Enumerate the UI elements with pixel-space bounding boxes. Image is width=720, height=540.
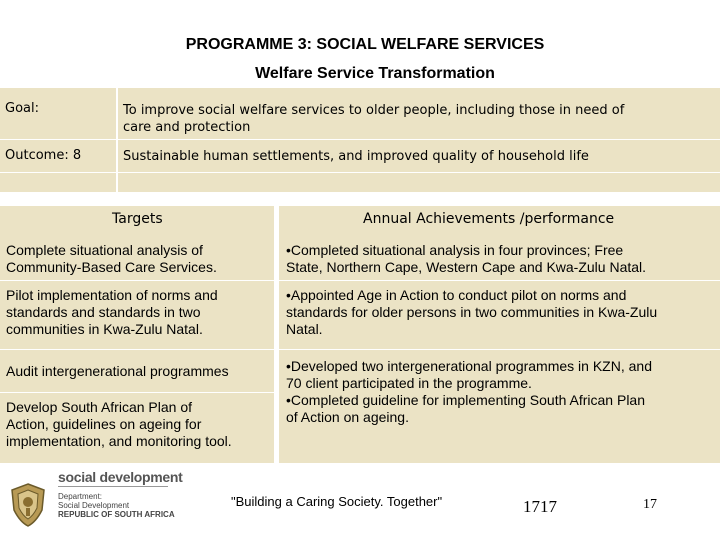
achievement-line: Natal. <box>286 321 323 337</box>
target-text <box>6 242 217 276</box>
coat-of-arms-icon <box>6 480 50 530</box>
goal-text-line: care and protection <box>123 120 251 135</box>
target-line: Pilot implementation of norms and <box>6 287 218 303</box>
achievement-line: •Developed two intergenerational programmes in KZN, and <box>286 358 652 374</box>
goal-text <box>123 102 624 136</box>
target-line: Community-Based Care Services. <box>6 259 217 275</box>
achievement-text <box>286 287 657 338</box>
targets-header: Targets <box>112 211 163 227</box>
achievement-line: 70 client participated in the programme. <box>286 375 532 391</box>
achievement-line: •Completed guideline for implementing South African Plan <box>286 392 645 408</box>
goal-label: Goal: <box>5 101 39 116</box>
outcome-label: Outcome: 8 <box>5 148 82 163</box>
target-line: communities in Kwa-Zulu Natal. <box>6 321 203 337</box>
page-subtitle: Welfare Service Transformation <box>255 65 495 82</box>
target-line: Develop South African Plan of <box>6 399 193 415</box>
target-text <box>6 399 232 450</box>
achievement-line: of Action on ageing. <box>286 409 409 425</box>
achievements-header: Annual Achievements /performance <box>363 211 615 227</box>
target-text <box>6 363 229 380</box>
target-line: Action, guidelines on ageing for <box>6 416 202 432</box>
goal-divider <box>0 139 720 140</box>
logo-dept-name: Social Development <box>58 501 130 510</box>
logo-dept: Department: <box>58 492 103 501</box>
programme-title: PROGRAMME 3: SOCIAL WELFARE SERVICES <box>185 36 545 53</box>
achievement-text <box>286 242 646 276</box>
outcome-text: Sustainable human settlements, and improved quality of household life <box>123 149 589 164</box>
target-text <box>6 287 218 338</box>
target-line: implementation, and monitoring tool. <box>6 433 232 449</box>
target-line: Complete situational analysis of <box>6 242 203 258</box>
logo-divider <box>58 486 168 487</box>
target-line: standards and standards in two <box>6 304 201 320</box>
page-number: 17 <box>643 497 657 512</box>
target-line: Audit intergenerational programmes <box>6 363 229 379</box>
logo-title: social development <box>58 469 183 485</box>
goal-text-line: To improve social welfare services to older people, including those in need of <box>123 103 625 118</box>
logo-republic: REPUBLIC OF SOUTH AFRICA <box>58 510 175 519</box>
achievement-line: State, Northern Cape, Western Cape and Kwa-Zulu Natal. <box>286 259 647 275</box>
footer-number: 1717 <box>523 497 557 516</box>
achievement-line: •Completed situational analysis in four provinces; Free <box>286 242 624 258</box>
achievement-line: •Appointed Age in Action to conduct pilot on norms and <box>286 287 627 303</box>
achievement-text <box>286 358 652 426</box>
outcome-divider <box>0 172 720 173</box>
footer-slogan: "Building a Caring Society. Together" <box>231 494 443 509</box>
achievement-line: standards for older persons in two communities in Kwa-Zulu <box>286 304 658 320</box>
goal-column-divider <box>116 88 118 192</box>
